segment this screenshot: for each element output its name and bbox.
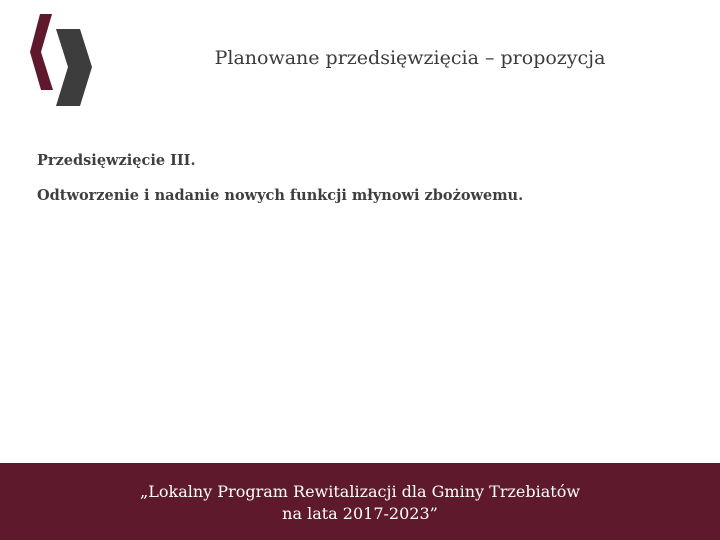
project-description: Odtworzenie i nadanie nowych funkcji młynowi zbożowemu. — [37, 187, 524, 204]
logo-gray-chevron — [56, 29, 92, 106]
slide-title: Planowane przedsięwzięcia – propozycja — [214, 47, 606, 69]
slide-content — [37, 151, 687, 206]
project-title: Przedsięwzięcie III. — [37, 152, 196, 169]
double-chevron-logo-icon — [28, 14, 94, 110]
footer-banner — [0, 463, 720, 540]
footer-text — [0, 481, 720, 525]
logo-maroon-chevron — [30, 14, 53, 90]
footer-line-1: „Lokalny Program Rewitalizacji dla Gminy Trzebiatów — [139, 482, 581, 501]
footer-line-2: na lata 2017-2023” — [282, 504, 438, 523]
